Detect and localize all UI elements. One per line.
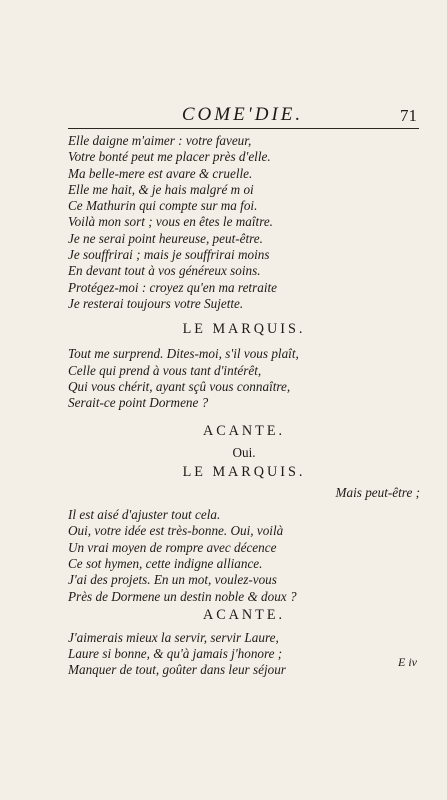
verse-line: Tout me surprend. Dites-moi, s'il vous plaît, [68, 346, 299, 362]
verse-line: Oui, votre idée est très-bonne. Oui, voilà [68, 523, 284, 539]
verse-line: Voilà mon sort ; vous en êtes le maître. [68, 214, 273, 230]
verse-line: Elle daigne m'aimer : votre faveur, [68, 133, 252, 148]
verse-line: Laure si bonne, & qu'à jamais j'honore ; [68, 646, 283, 662]
verse-line: Ce Mathurin qui compte sur ma foi. [68, 198, 258, 214]
verse-line: Près de Dormene un destin noble & doux ? [68, 588, 297, 604]
verse-line-right: Mais peut-être ; [335, 484, 420, 500]
verse-block-4 [68, 630, 420, 679]
verse-line: Je resterai toujours votre Sujette. [68, 295, 244, 311]
verse-block-2 [68, 346, 420, 411]
speaker-heading: LE MARQUIS. [182, 463, 306, 480]
verse-block-3 [68, 507, 420, 605]
speaker-heading: LE MARQUIS. [182, 321, 306, 338]
verse-line: Qui vous chérit, ayant sçû vous connaître, [68, 378, 291, 394]
page-number: 71 [400, 106, 417, 125]
verse-line: J'ai des projets. En un mot, voulez-vous [68, 572, 277, 588]
verse-line: Protégez-moi : croyez qu'en ma retraite [68, 279, 278, 295]
speaker-heading: ACANTE. [202, 606, 286, 623]
verse-line: Je souffrirai ; mais je souffrirai moins [68, 247, 270, 263]
running-head [68, 104, 417, 126]
verse-line: Votre bonté peut me placer près d'elle. [68, 149, 271, 165]
verse-line: Manquer de tout, goûter dans leur séjour [68, 662, 286, 678]
verse-line: Il est aisé d'ajuster tout cela. [68, 507, 221, 523]
header-rule [68, 128, 419, 129]
verse-line: En devant tout à vos généreux soins. [68, 263, 261, 279]
verse-line: Elle me hait, & je hais malgré m oi [68, 181, 254, 197]
verse-line: Serait-ce point Dormene ? [68, 395, 209, 411]
verse-block-1 [68, 133, 420, 312]
signature-mark: E iv [398, 655, 417, 669]
verse-line: Ce sot hymen, cette indigne alliance. [68, 555, 263, 571]
verse-line: Ma belle-mere est avare & cruelle. [68, 165, 253, 181]
reply-oui: Oui. [232, 445, 256, 461]
verse-line: J'aimerais mieux la servir, servir Laure, [68, 629, 279, 645]
verse-line: Un vrai moyen de rompre avec décence [68, 539, 277, 555]
verse-line: Je ne serai point heureuse, peut-être. [68, 230, 263, 246]
running-title: COME'DIE. [181, 104, 304, 125]
verse-line: Celle qui prend à vous tant d'intérêt, [68, 362, 262, 378]
play-text [68, 133, 420, 679]
speaker-heading: ACANTE. [202, 423, 286, 440]
